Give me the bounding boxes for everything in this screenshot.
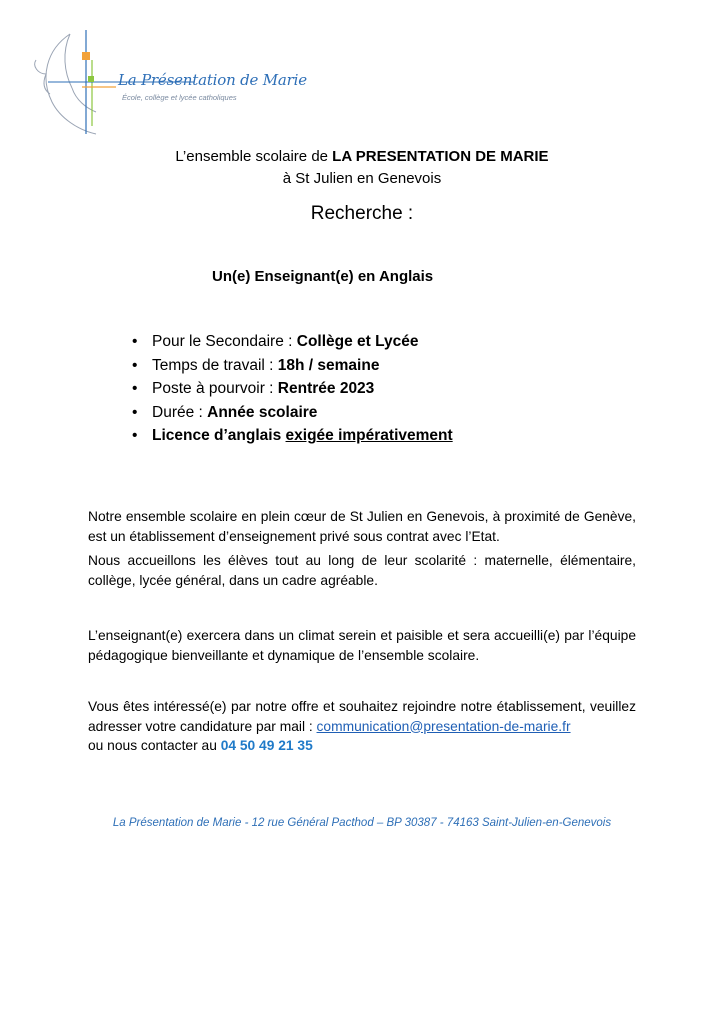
job-details-list	[132, 330, 453, 448]
list-item	[132, 424, 453, 448]
logo-name: La Présentation de Marie	[118, 71, 307, 89]
phone-number[interactable]: 04 50 49 21 35	[220, 738, 313, 753]
paragraph-students: Nous accueillons les élèves tout au long de leur scolarité : maternelle, élémentaire, collège, lycée général, dans un cadre agréable.	[88, 553, 636, 588]
bullet-icon: •	[132, 380, 138, 397]
bullet-label: Pour le Secondaire :	[152, 333, 297, 350]
bullet-value: Année scolaire	[207, 403, 318, 421]
list-item	[132, 354, 453, 378]
bullet-label: Licence d’anglais	[152, 427, 286, 444]
header-line-2: à St Julien en Genevois	[282, 170, 442, 187]
list-item	[132, 377, 453, 401]
bullet-value: exigée impérativement	[285, 427, 453, 444]
bullet-icon: •	[132, 333, 138, 350]
header-line-3: Recherche :	[310, 203, 414, 224]
application-text: Vous êtes intéressé(e) par notre offre et souhaitez rejoindre notre établissement, veuillez adresser votre candidature par mail :	[88, 699, 636, 734]
header-prefix: L’ensemble scolaire de	[175, 148, 333, 165]
bullet-icon: •	[132, 356, 138, 374]
bullet-label: Durée :	[152, 403, 208, 421]
bullet-label: Temps de travail :	[152, 356, 278, 374]
email-link[interactable]: communication@presentation-de-marie.fr	[316, 718, 571, 734]
position-title: Un(e) Enseignant(e) en Anglais	[212, 268, 434, 285]
school-name: LA PRESENTATION DE MARIE	[332, 148, 549, 165]
bullet-value: Rentrée 2023	[277, 380, 375, 397]
bullet-value: 18h / semaine	[277, 356, 380, 374]
logo-subtitle: École, collège et lycée catholiques	[122, 93, 237, 102]
footer-address: La Présentation de Marie - 12 rue Général Pacthod – BP 30387 - 74163 Saint-Julien-en-Genevois	[112, 817, 612, 829]
paragraph-school-intro: Notre ensemble scolaire en plein cœur de St Julien en Genevois, à proximité de Genève, est un établissement d’enseignement privé sous contrat avec l’Etat.	[88, 509, 636, 544]
list-item	[132, 401, 453, 425]
bullet-value: Collège et Lycée	[296, 333, 419, 350]
list-item	[132, 330, 453, 354]
header-line-1	[0, 148, 724, 165]
bullet-icon: •	[132, 403, 138, 421]
paragraph-application	[88, 697, 636, 756]
paragraph-environment: L’enseignant(e) exercera dans un climat serein et paisible et sera accueilli(e) par l’équipe pédagogique bienveillante et dynamique de l’ensemble scolaire.	[88, 628, 636, 663]
bullet-icon: •	[132, 427, 138, 444]
school-logo	[26, 30, 307, 142]
contact-text: ou nous contacter au	[88, 738, 221, 753]
bullet-label: Poste à pourvoir :	[152, 380, 278, 397]
